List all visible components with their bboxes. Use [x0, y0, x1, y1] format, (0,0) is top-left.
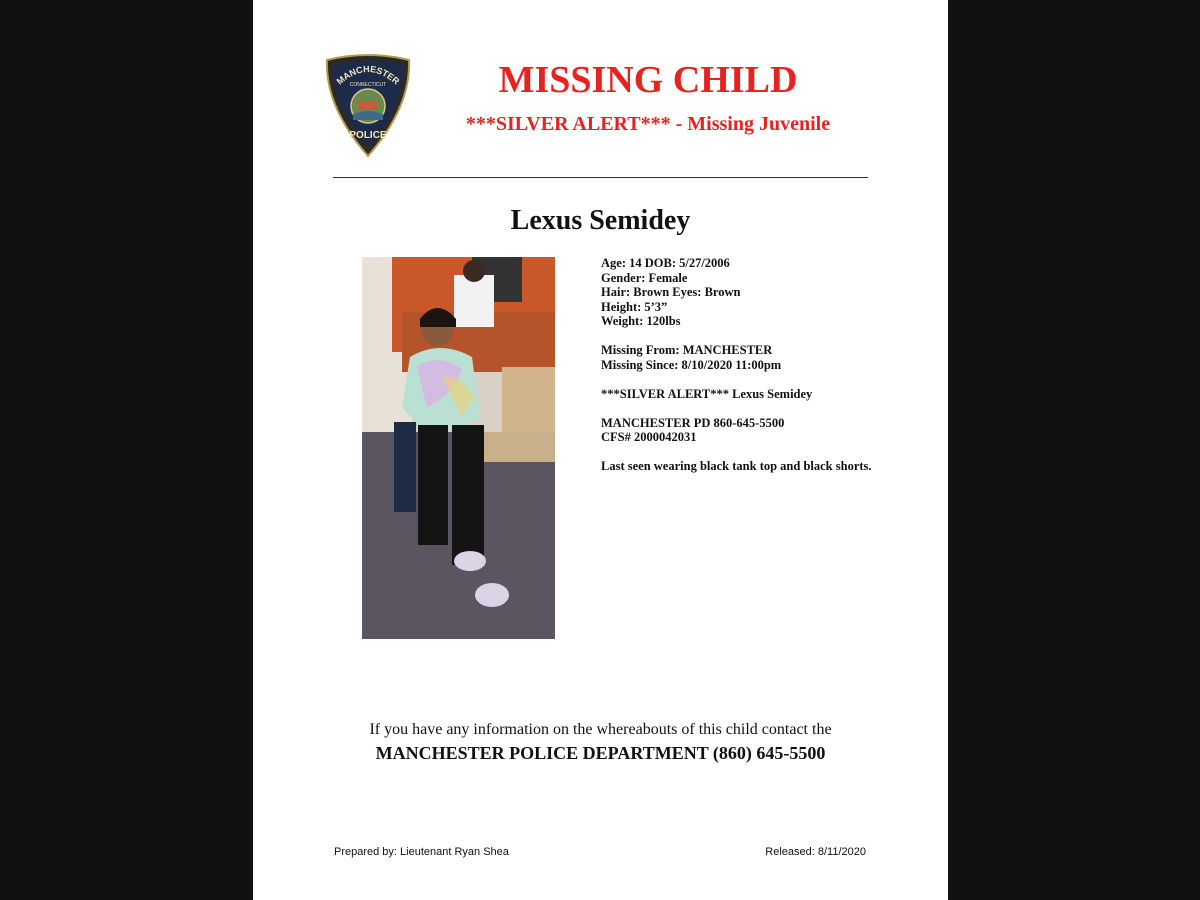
age-dob: Age: 14 DOB: 5/27/2006	[601, 256, 730, 270]
prepared-by: Prepared by: Lieutenant Ryan Shea	[334, 846, 509, 858]
svg-text:POLICE: POLICE	[349, 130, 387, 141]
person-name: Lexus Semidey	[510, 205, 691, 236]
release-date: Released: 8/11/2020	[765, 846, 866, 858]
alert-line: ***SILVER ALERT*** Lexus Semidey	[601, 386, 813, 401]
missing-since: Missing Since: 8/10/2020 11:00pm	[601, 357, 782, 372]
alert-subtitle: ***SILVER ALERT*** - Missing Juvenile	[465, 113, 831, 135]
hair-eyes: Hair: Brown Eyes: Brown	[601, 285, 741, 299]
header-divider	[333, 177, 868, 178]
spacer	[601, 401, 931, 416]
page-title: MISSING CHILD	[498, 59, 798, 101]
svg-text:MANCHESTER: MANCHESTER	[334, 63, 402, 87]
police-badge-logo	[323, 52, 413, 160]
contact-department: MANCHESTER POLICE DEPARTMENT (860) 645-5500	[375, 743, 826, 763]
cfs-number: CFS# 2000042031	[601, 430, 697, 444]
flyer-page	[253, 0, 948, 900]
svg-text:CONNECTICUT: CONNECTICUT	[349, 82, 387, 88]
person-photo	[362, 257, 555, 639]
spacer	[601, 372, 931, 387]
height: Height: 5’3”	[601, 299, 668, 314]
weight: Weight: 120lbs	[601, 314, 681, 328]
person-details	[601, 256, 931, 474]
police-phone: MANCHESTER PD 860-645-5500	[601, 415, 785, 430]
spacer	[601, 445, 931, 460]
last-seen: Last seen wearing black tank top and black shorts.	[601, 459, 872, 473]
spacer	[601, 329, 931, 344]
missing-from: Missing From: MANCHESTER	[601, 343, 773, 357]
gender: Gender: Female	[601, 270, 688, 285]
contact-intro: If you have any information on the whereabouts of this child contact the	[369, 721, 832, 738]
